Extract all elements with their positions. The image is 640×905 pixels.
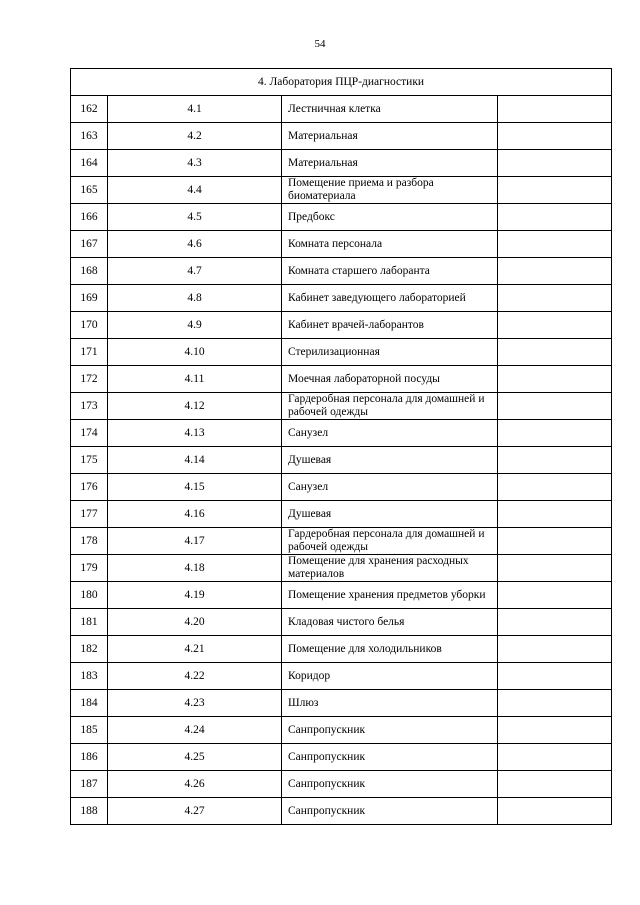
row-number-cell: 184 (71, 690, 108, 717)
row-number-cell: 181 (71, 609, 108, 636)
table-row (71, 474, 612, 501)
empty-cell (498, 123, 612, 150)
room-code-cell: 4.8 (108, 285, 282, 312)
row-number-cell: 173 (71, 393, 108, 420)
table-row (71, 123, 612, 150)
room-code-cell: 4.1 (108, 96, 282, 123)
table-row (71, 150, 612, 177)
room-code-cell: 4.14 (108, 447, 282, 474)
room-name-cell: Лестничная клетка (282, 96, 498, 123)
row-number-cell: 175 (71, 447, 108, 474)
room-code-cell: 4.21 (108, 636, 282, 663)
section-title: 4. Лаборатория ПЦР-диагностики (71, 69, 612, 96)
empty-cell (498, 204, 612, 231)
empty-cell (498, 366, 612, 393)
table-row (71, 366, 612, 393)
room-name-cell: Душевая (282, 501, 498, 528)
room-code-cell: 4.3 (108, 150, 282, 177)
table-row (71, 609, 612, 636)
room-code-cell: 4.16 (108, 501, 282, 528)
room-name-cell: Предбокс (282, 204, 498, 231)
table-row (71, 555, 612, 582)
room-code-cell: 4.24 (108, 717, 282, 744)
row-number-cell: 176 (71, 474, 108, 501)
empty-cell (498, 177, 612, 204)
room-code-cell: 4.11 (108, 366, 282, 393)
table-row (71, 177, 612, 204)
room-name-cell: Санузел (282, 474, 498, 501)
row-number-cell: 170 (71, 312, 108, 339)
empty-cell (498, 555, 612, 582)
table-row (71, 258, 612, 285)
row-number-cell: 169 (71, 285, 108, 312)
table-row (71, 798, 612, 825)
room-code-cell: 4.19 (108, 582, 282, 609)
row-number-cell: 178 (71, 528, 108, 555)
row-number-cell: 186 (71, 744, 108, 771)
room-code-cell: 4.12 (108, 393, 282, 420)
room-name-cell: Помещение приема и разбора биоматериала (282, 177, 498, 204)
room-code-cell: 4.20 (108, 609, 282, 636)
row-number-cell: 188 (71, 798, 108, 825)
room-name-cell: Кабинет врачей-лаборантов (282, 312, 498, 339)
room-name-cell: Помещение для хранения расходных материалов (282, 555, 498, 582)
room-name-cell: Материальная (282, 123, 498, 150)
table-row (71, 285, 612, 312)
room-name-cell: Кабинет заведующего лабораторией (282, 285, 498, 312)
room-name-cell: Санпропускник (282, 744, 498, 771)
room-name-cell: Гардеробная персонала для домашней и рабочей одежды (282, 528, 498, 555)
room-name-cell: Помещение для холодильников (282, 636, 498, 663)
empty-cell (498, 798, 612, 825)
rooms-table (70, 68, 612, 825)
room-name-cell: Кладовая чистого белья (282, 609, 498, 636)
empty-cell (498, 501, 612, 528)
empty-cell (498, 150, 612, 177)
empty-cell (498, 609, 612, 636)
room-code-cell: 4.7 (108, 258, 282, 285)
row-number-cell: 162 (71, 96, 108, 123)
table-row (71, 339, 612, 366)
empty-cell (498, 447, 612, 474)
room-code-cell: 4.2 (108, 123, 282, 150)
room-code-cell: 4.15 (108, 474, 282, 501)
table-row (71, 501, 612, 528)
room-name-cell: Санпропускник (282, 771, 498, 798)
room-name-cell: Санпропускник (282, 717, 498, 744)
room-code-cell: 4.25 (108, 744, 282, 771)
room-name-cell: Материальная (282, 150, 498, 177)
row-number-cell: 172 (71, 366, 108, 393)
empty-cell (498, 636, 612, 663)
table-row (71, 231, 612, 258)
row-number-cell: 168 (71, 258, 108, 285)
row-number-cell: 171 (71, 339, 108, 366)
empty-cell (498, 528, 612, 555)
row-number-cell: 165 (71, 177, 108, 204)
table-row (71, 771, 612, 798)
table-row (71, 96, 612, 123)
room-name-cell: Коридор (282, 663, 498, 690)
table-row (71, 744, 612, 771)
room-name-cell: Гардеробная персонала для домашней и рабочей одежды (282, 393, 498, 420)
room-code-cell: 4.13 (108, 420, 282, 447)
row-number-cell: 167 (71, 231, 108, 258)
table-row (71, 690, 612, 717)
room-code-cell: 4.6 (108, 231, 282, 258)
room-name-cell: Комната старшего лаборанта (282, 258, 498, 285)
empty-cell (498, 339, 612, 366)
table-row (71, 636, 612, 663)
empty-cell (498, 663, 612, 690)
room-name-cell: Санузел (282, 420, 498, 447)
empty-cell (498, 258, 612, 285)
room-name-cell: Комната персонала (282, 231, 498, 258)
room-code-cell: 4.27 (108, 798, 282, 825)
row-number-cell: 180 (71, 582, 108, 609)
room-name-cell: Душевая (282, 447, 498, 474)
room-code-cell: 4.5 (108, 204, 282, 231)
table-row (71, 663, 612, 690)
table-row (71, 528, 612, 555)
table-row (71, 420, 612, 447)
room-code-cell: 4.9 (108, 312, 282, 339)
table-row (71, 393, 612, 420)
table-row (71, 204, 612, 231)
page-number: 54 (314, 38, 326, 50)
row-number-cell: 185 (71, 717, 108, 744)
table-row (71, 717, 612, 744)
row-number-cell: 182 (71, 636, 108, 663)
room-code-cell: 4.18 (108, 555, 282, 582)
empty-cell (498, 312, 612, 339)
row-number-cell: 179 (71, 555, 108, 582)
table-row (71, 447, 612, 474)
room-code-cell: 4.17 (108, 528, 282, 555)
room-code-cell: 4.10 (108, 339, 282, 366)
row-number-cell: 164 (71, 150, 108, 177)
room-name-cell: Моечная лабораторной посуды (282, 366, 498, 393)
empty-cell (498, 96, 612, 123)
row-number-cell: 183 (71, 663, 108, 690)
room-name-cell: Помещение хранения предметов уборки (282, 582, 498, 609)
empty-cell (498, 744, 612, 771)
row-number-cell: 174 (71, 420, 108, 447)
empty-cell (498, 717, 612, 744)
empty-cell (498, 690, 612, 717)
empty-cell (498, 393, 612, 420)
row-number-cell: 166 (71, 204, 108, 231)
empty-cell (498, 420, 612, 447)
empty-cell (498, 231, 612, 258)
section-header-row (71, 69, 612, 96)
empty-cell (498, 771, 612, 798)
room-code-cell: 4.26 (108, 771, 282, 798)
row-number-cell: 187 (71, 771, 108, 798)
room-code-cell: 4.4 (108, 177, 282, 204)
room-code-cell: 4.23 (108, 690, 282, 717)
room-name-cell: Стерилизационная (282, 339, 498, 366)
room-name-cell: Шлюз (282, 690, 498, 717)
empty-cell (498, 474, 612, 501)
room-code-cell: 4.22 (108, 663, 282, 690)
table-row (71, 582, 612, 609)
empty-cell (498, 582, 612, 609)
table-row (71, 312, 612, 339)
row-number-cell: 163 (71, 123, 108, 150)
room-name-cell: Санпропускник (282, 798, 498, 825)
empty-cell (498, 285, 612, 312)
row-number-cell: 177 (71, 501, 108, 528)
